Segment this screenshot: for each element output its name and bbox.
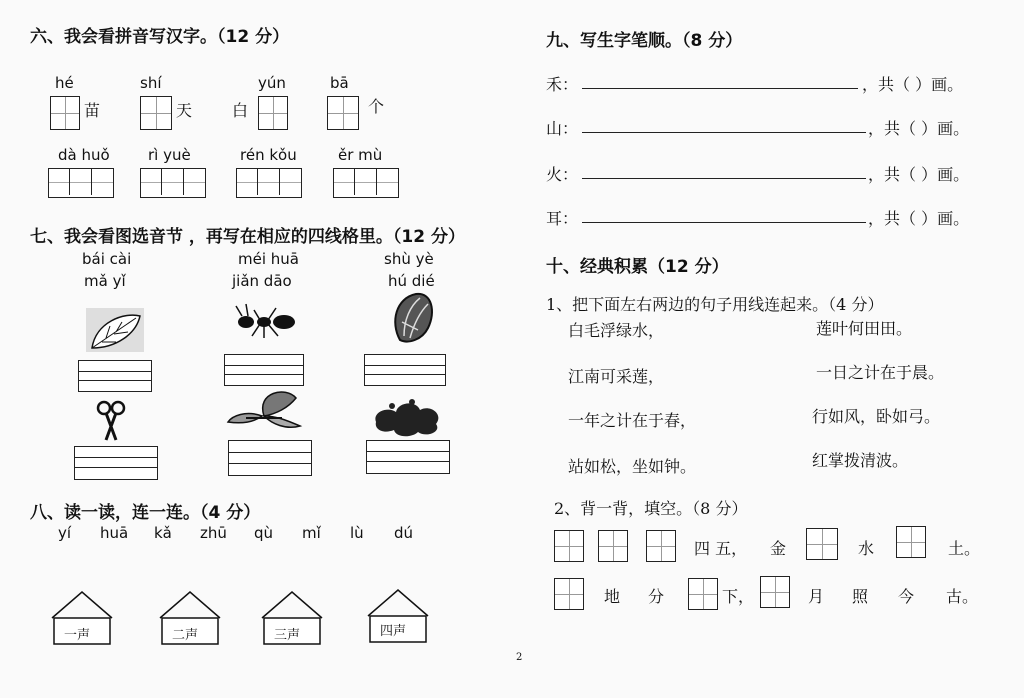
stroke-count: ，共（ ）画。 — [868, 119, 970, 138]
poem-text: 四 五， — [694, 539, 748, 558]
poem-text: 金 — [770, 539, 787, 558]
pinyin-word: mǐ — [302, 524, 321, 542]
option-hu-die: hú dié — [388, 272, 435, 290]
pinyin-da-huo: dà huǒ — [58, 146, 110, 164]
write-box[interactable] — [258, 96, 288, 130]
stroke-count: ，共（ ）画。 — [868, 165, 970, 184]
write-box[interactable] — [327, 96, 359, 130]
section-10-title: 十、经典积累（12 分） — [546, 257, 729, 277]
page-number: 2 — [516, 652, 523, 663]
four-line-grid[interactable] — [74, 446, 158, 480]
stroke-char: 山： — [546, 119, 579, 138]
char-miao: 苗 — [84, 101, 101, 120]
pinyin-word: huā — [100, 524, 129, 542]
poem-text: 古。 — [946, 587, 979, 606]
pinyin-er-mu: ěr mù — [338, 146, 383, 164]
house-label: 三声 — [274, 628, 301, 643]
fill-box[interactable] — [598, 530, 628, 562]
ant-picture — [234, 304, 300, 340]
stroke-order-line[interactable] — [582, 222, 866, 223]
poem-text: 水 — [858, 539, 875, 558]
option-shu-ye: shù yè — [384, 250, 434, 268]
write-box-row[interactable] — [140, 168, 206, 198]
stroke-char: 禾： — [546, 75, 579, 94]
poem-left-line[interactable]: 江南可采莲， — [568, 367, 665, 386]
fill-box[interactable] — [554, 530, 584, 562]
stroke-count: ，共（ ）画。 — [868, 209, 970, 228]
char-bai: 白 — [232, 101, 249, 120]
write-box-row[interactable] — [48, 168, 114, 198]
flower-picture — [372, 398, 444, 438]
house-label: 一声 — [64, 628, 91, 643]
poem-left-line[interactable]: 站如松，坐如钟。 — [568, 457, 697, 476]
leaf-picture — [86, 308, 144, 352]
four-line-grid[interactable] — [228, 440, 312, 476]
poem-right-line[interactable]: 莲叶何田田。 — [816, 319, 913, 338]
fill-box[interactable] — [688, 578, 718, 610]
write-box-row[interactable] — [333, 168, 399, 198]
butterfly-picture — [226, 390, 302, 432]
char-ge: 个 — [368, 97, 385, 116]
house-label: 四声 — [380, 624, 407, 639]
poem-text: 下， — [722, 587, 755, 606]
section-9-title: 九、写生字笔顺。（8 分） — [546, 31, 743, 51]
option-ma-yi: mǎ yǐ — [84, 272, 126, 290]
stroke-order-line[interactable] — [582, 132, 866, 133]
pinyin-word: yí — [58, 524, 72, 542]
fill-box[interactable] — [896, 526, 926, 558]
write-box[interactable] — [140, 96, 172, 130]
option-jian-dao: jiǎn dāo — [232, 272, 292, 290]
pinyin-yun: yún — [258, 74, 286, 92]
pinyin-ri-yue: rì yuè — [148, 146, 191, 164]
section-6-title: 六、我会看拼音写汉字。（12 分） — [30, 27, 290, 47]
poem-text: 土。 — [948, 539, 981, 558]
poem-left-line[interactable]: 白毛浮绿水， — [568, 321, 665, 340]
poem-right-line[interactable]: 行如风，卧如弓。 — [812, 407, 941, 426]
house-label: 二声 — [172, 628, 199, 643]
poem-right-line[interactable]: 一日之计在于晨。 — [816, 363, 945, 382]
scissors-picture — [96, 400, 126, 442]
stroke-char: 火： — [546, 165, 579, 184]
four-line-grid[interactable] — [224, 354, 304, 386]
pinyin-word: dú — [394, 524, 414, 542]
stroke-order-line[interactable] — [582, 178, 866, 179]
cabbage-picture — [390, 292, 436, 344]
pinyin-word: zhū — [200, 524, 227, 542]
question-2: 2、背一背，填空。（8 分） — [554, 499, 748, 518]
question-1: 1、把下面左右两边的句子用线连起来。（4 分） — [546, 295, 884, 314]
poem-left-line[interactable]: 一年之计在于春， — [568, 411, 697, 430]
stroke-char: 耳： — [546, 209, 579, 228]
pinyin-word: lù — [350, 524, 364, 542]
four-line-grid[interactable] — [364, 354, 446, 386]
write-box-row[interactable] — [236, 168, 302, 198]
four-line-grid[interactable] — [366, 440, 450, 474]
option-bai-cai: bái cài — [82, 250, 132, 268]
poem-right-line[interactable]: 红掌拨清波。 — [812, 451, 909, 470]
poem-text: 分 — [648, 587, 665, 606]
stroke-order-line[interactable] — [582, 88, 858, 89]
pinyin-he: hé — [55, 74, 74, 92]
poem-text: 照 — [852, 587, 869, 606]
pinyin-word: kǎ — [154, 524, 172, 542]
pinyin-word: qù — [254, 524, 274, 542]
poem-text: 月 — [808, 587, 825, 606]
char-tian: 天 — [176, 101, 193, 120]
pinyin-shi: shí — [140, 74, 162, 92]
fill-box[interactable] — [646, 530, 676, 562]
poem-text: 地 — [604, 587, 621, 606]
poem-text: 今 — [898, 587, 915, 606]
option-mei-hua: méi huā — [238, 250, 299, 268]
section-8-title: 八、读一读，连一连。（4 分） — [30, 503, 261, 523]
four-line-grid[interactable] — [78, 360, 152, 392]
section-7-title: 七、我会看图选音节 ，再写在相应的四线格里。（12 分） — [30, 227, 465, 247]
write-box[interactable] — [50, 96, 80, 130]
fill-box[interactable] — [760, 576, 790, 608]
pinyin-ren-kou: rén kǒu — [240, 146, 297, 164]
stroke-count: ，共（ ）画。 — [862, 75, 964, 94]
fill-box[interactable] — [806, 528, 838, 560]
pinyin-ba: bā — [330, 74, 349, 92]
fill-box[interactable] — [554, 578, 584, 610]
